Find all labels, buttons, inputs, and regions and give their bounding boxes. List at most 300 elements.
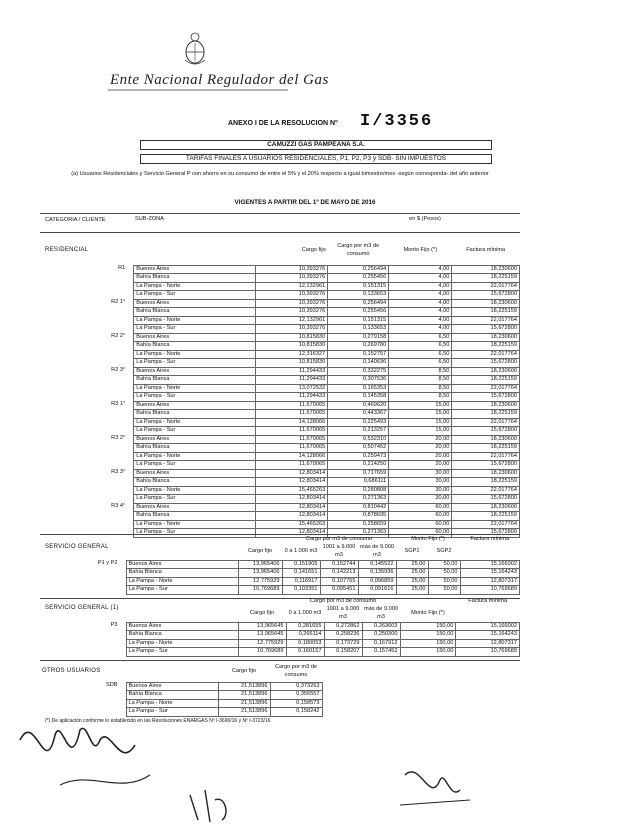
sg-range-1: 0 a 1.000 m3 [284, 548, 318, 554]
col-factura-minima: Factura mínima [466, 247, 506, 253]
value-cell: 0,307536 [328, 376, 389, 385]
value-cell: 0,096859 [358, 577, 396, 586]
sg3-range-1: 0 a 1.000 m3 [288, 610, 322, 616]
value-cell: 0,145522 [358, 560, 396, 569]
subzone-cell: Buenos Aires [134, 299, 256, 308]
company-name: CAMUZZI GAS PAMPEANA S.A. [140, 140, 492, 150]
value-cell: 13,965645 [238, 622, 286, 631]
subzone-cell: La Pampa - Norte [134, 316, 256, 325]
value-cell: 10,393276 [256, 265, 328, 274]
value-cell: 0,133653 [328, 291, 389, 300]
value-cell: 21,513896 [218, 699, 270, 708]
value-cell: 30,00 [389, 469, 452, 478]
otros-cargo-fijo-label: Cargo fijo [232, 668, 256, 674]
category-cell: R1 [118, 265, 126, 271]
subzone-cell: La Pampa - Sur [134, 495, 256, 504]
subzone-cell: La Pampa - Norte [126, 639, 238, 648]
value-cell: 14,128066 [256, 418, 328, 427]
value-cell: 13,965406 [238, 560, 282, 569]
value-cell: 6,50 [389, 359, 452, 368]
value-cell: 18,225159 [452, 478, 520, 487]
subzone-cell: La Pampa - Norte [134, 282, 256, 291]
value-cell: 60,00 [389, 529, 452, 538]
table-row [40, 560, 520, 569]
subzone-cell: Bahía Blanca [134, 444, 256, 453]
sg3-monto-fijo-label: Monto Fijo (*) [411, 610, 445, 616]
value-cell: 12,803414 [256, 469, 328, 478]
value-cell: 0,373263 [270, 682, 322, 691]
value-cell: 18,225159 [452, 410, 520, 419]
footnote: (*) De aplicación conforme lo establecido en las Resoluciones ENARGAS Nº I-3690/16 y Nº I-3723/16 [45, 718, 271, 724]
subzone-cell: Buenos Aires [134, 401, 256, 410]
value-cell: 20,00 [389, 452, 452, 461]
value-cell: 11,294433 [256, 393, 328, 402]
value-cell: 0,532310 [328, 435, 389, 444]
savings-note: (a) Usuarios Residenciales y Servicio General P con ahorro en su consumo de entre el 5% y el 20% respecto a igual bimestre/mes -según corresponda- del año anterior [71, 171, 489, 177]
value-cell: 0,095451 [320, 586, 358, 595]
sg-monto-fijo-label: Monto Fijo (*) [411, 536, 445, 543]
value-cell: 20,00 [389, 435, 452, 444]
value-cell: 0,180053 [286, 639, 324, 648]
value-cell: 18,230600 [452, 435, 520, 444]
value-cell: 10,815830 [256, 333, 328, 342]
value-cell: 0,810442 [328, 503, 389, 512]
value-cell: 0,258659 [328, 520, 389, 529]
value-cell: 8,50 [389, 393, 452, 402]
value-cell: 12,803414 [256, 529, 328, 538]
sg3-table [40, 598, 520, 657]
value-cell: 0,443367 [328, 410, 389, 419]
value-cell: 11,670065 [256, 401, 328, 410]
value-cell: 10,393276 [256, 299, 328, 308]
value-cell: 18,225159 [452, 342, 520, 351]
value-cell: 60,00 [389, 503, 452, 512]
effective-date: VIGENTES A PARTIR DEL 1º DE MAYO DE 2016 [234, 199, 376, 206]
value-cell: 15,166002 [456, 622, 520, 631]
subzone-cell: Bahía Blanca [126, 631, 238, 640]
value-cell: 0,469620 [328, 401, 389, 410]
value-cell: 0,271363 [328, 495, 389, 504]
category-cell: R3 3° [111, 469, 126, 475]
value-cell: 8,50 [389, 367, 452, 376]
value-cell: 21,513896 [218, 691, 270, 700]
value-cell: 15,672800 [452, 495, 520, 504]
value-cell: 11,670065 [256, 435, 328, 444]
subzone-cell: La Pampa - Norte [134, 350, 256, 359]
subzone-cell: La Pampa - Norte [126, 699, 218, 708]
value-cell: 0,225493 [328, 418, 389, 427]
value-cell: 0,507452 [328, 444, 389, 453]
value-cell: 22,017764 [452, 282, 520, 291]
table-row [40, 367, 520, 376]
value-cell: 4,00 [389, 274, 452, 283]
subzone-cell: La Pampa - Sur [134, 461, 256, 470]
annex-label: ANEXO I DE LA RESOLUCION Nº [228, 120, 338, 127]
value-cell: 0,686111 [328, 478, 389, 487]
ente-underline [108, 89, 288, 92]
value-cell: 6,50 [389, 342, 452, 351]
value-cell: 15,672800 [452, 325, 520, 334]
category-cell: P3 [110, 622, 118, 628]
value-cell: 12,803414 [256, 512, 328, 521]
value-cell: 10,815830 [256, 359, 328, 368]
value-cell: 10,393276 [256, 308, 328, 317]
table-row [40, 503, 520, 512]
value-cell: 4,00 [389, 308, 452, 317]
category-cell: R3 1° [111, 401, 126, 407]
sg-cargo-fijo-label: Cargo fijo [248, 548, 272, 554]
value-cell: 12,807317 [460, 577, 520, 586]
sg-factura-label: Factura mínima [470, 536, 510, 543]
subzone-cell: La Pampa - Sur [126, 586, 238, 595]
value-cell: 0,141651 [282, 569, 320, 578]
value-cell: 30,00 [389, 478, 452, 487]
value-cell: 0,151315 [328, 316, 389, 325]
value-cell: 150,00 [400, 639, 456, 648]
value-cell: 0,133653 [328, 325, 389, 334]
value-cell: 20,00 [389, 444, 452, 453]
subzone-cell: Buenos Aires [134, 469, 256, 478]
value-cell: 4,00 [389, 325, 452, 334]
value-cell: 0,279158 [328, 333, 389, 342]
category-cell: SDB [105, 682, 118, 688]
header-rule-bottom [40, 232, 520, 233]
value-cell: 18,230600 [452, 503, 520, 512]
value-cell: 18,225159 [452, 444, 520, 453]
value-cell: 6,50 [389, 350, 452, 359]
value-cell: 4,00 [389, 299, 452, 308]
subzone-cell: Buenos Aires [126, 682, 218, 691]
value-cell: 15,672800 [452, 359, 520, 368]
table-row [40, 469, 520, 478]
value-cell: 15,672800 [452, 393, 520, 402]
value-cell: 30,00 [389, 486, 452, 495]
category-label: CATEGORIA / CLIENTE [45, 217, 106, 223]
value-cell: 12,316327 [256, 350, 328, 359]
value-cell: 20,00 [389, 461, 452, 470]
value-cell: 0,158242 [270, 708, 322, 717]
value-cell: 50,00 [428, 560, 460, 569]
value-cell: 0,356557 [270, 691, 322, 700]
otros-rule [40, 660, 520, 661]
value-cell: 15,00 [389, 427, 452, 436]
category-cell: R2 3° [111, 367, 126, 373]
value-cell: 14,128066 [256, 452, 328, 461]
sg3-range-3: más de 9.000 m3 [364, 606, 398, 620]
value-cell: 0,140636 [328, 359, 389, 368]
value-cell: 0,258236 [324, 631, 362, 640]
value-cell: 0,158573 [270, 699, 322, 708]
value-cell: 21,513896 [218, 682, 270, 691]
value-cell: 0,332275 [328, 367, 389, 376]
sg3-cargo-m3-label: Cargo por m3 de consumo [309, 598, 377, 605]
value-cell: 60,00 [389, 512, 452, 521]
table-row [40, 435, 520, 444]
value-cell: 18,230600 [452, 469, 520, 478]
value-cell: 0,281655 [286, 622, 324, 631]
value-cell: 15,166002 [460, 560, 520, 569]
value-cell: 6,50 [389, 333, 452, 342]
subzone-cell: Buenos Aires [134, 503, 256, 512]
value-cell: 4,00 [389, 291, 452, 300]
value-cell: 11,670065 [256, 461, 328, 470]
value-cell: 10,769689 [456, 648, 520, 657]
value-cell: 0,269780 [328, 342, 389, 351]
value-cell: 11,294433 [256, 367, 328, 376]
value-cell: 0,255456 [328, 274, 389, 283]
value-cell: 18,225159 [452, 308, 520, 317]
subzone-cell: La Pampa - Norte [134, 418, 256, 427]
value-cell: 0,878695 [328, 512, 389, 521]
sg3-title: SERVICIO GENERAL (1) [45, 605, 119, 611]
value-cell: 25,00 [396, 586, 428, 595]
value-cell: 4,00 [389, 316, 452, 325]
subzone-cell: Buenos Aires [126, 560, 238, 569]
value-cell: 150,00 [400, 648, 456, 657]
value-cell: 18,225159 [452, 274, 520, 283]
value-cell: 0,255456 [328, 308, 389, 317]
value-cell: 0,256494 [328, 265, 389, 274]
value-cell: 12,132961 [256, 316, 328, 325]
value-cell: 0,167912 [362, 639, 400, 648]
value-cell: 0,256494 [328, 299, 389, 308]
category-cell: R3 4° [111, 503, 126, 509]
value-cell: 15,00 [389, 401, 452, 410]
value-cell: 22,017764 [452, 316, 520, 325]
value-cell: 0,213257 [328, 427, 389, 436]
otros-cargo-m3-label: Cargo por m3 de consumo [275, 664, 317, 678]
subzone-cell: La Pampa - Norte [134, 384, 256, 393]
category-cell: R3 2° [111, 435, 126, 441]
value-cell: 22,017764 [452, 418, 520, 427]
value-cell: 0,259473 [328, 452, 389, 461]
value-cell: 8,50 [389, 384, 452, 393]
residencial-title: RESIDENCIAL [45, 247, 89, 253]
value-cell: 18,225159 [452, 512, 520, 521]
value-cell: 15,672800 [452, 427, 520, 436]
subzone-cell: Bahía Blanca [134, 308, 256, 317]
sg3-cargo-fijo-label: Cargo fijo [250, 610, 274, 616]
table-row [40, 299, 520, 308]
sg-cargo-m3-label: Cargo por m3 de consumo [305, 536, 373, 543]
value-cell: 0,151905 [282, 560, 320, 569]
subzone-cell: Buenos Aires [134, 367, 256, 376]
sg-range-2: 1001 a 9.000 m3 [322, 544, 356, 558]
col-cargo-m3: Cargo por m3 de consumo [337, 243, 380, 257]
value-cell: 10,769689 [238, 648, 286, 657]
value-cell: 0,151315 [328, 282, 389, 291]
subzone-cell: Buenos Aires [134, 435, 256, 444]
coat-of-arms-icon [180, 30, 210, 68]
value-cell: 0,280808 [328, 486, 389, 495]
subzone-label: SUB-ZONA [135, 216, 164, 222]
value-cell: 11,670065 [256, 427, 328, 436]
value-cell: 15,672800 [452, 529, 520, 538]
value-cell: 22,017764 [452, 350, 520, 359]
value-cell: 0,263603 [362, 622, 400, 631]
value-cell: 15,164243 [456, 631, 520, 640]
value-cell: 15,00 [389, 410, 452, 419]
subzone-cell: Bahía Blanca [134, 342, 256, 351]
value-cell: 18,230600 [452, 299, 520, 308]
subzone-cell: La Pampa - Norte [134, 452, 256, 461]
sg-range-3: más de 9.000 m3 [360, 544, 394, 558]
value-cell: 15,164243 [460, 569, 520, 578]
value-cell: 0,135936 [358, 569, 396, 578]
subzone-cell: La Pampa - Sur [134, 427, 256, 436]
col-monto-fijo: Monto Fijo (*) [403, 247, 438, 253]
value-cell: 13,072532 [256, 384, 328, 393]
header-rule-top [40, 213, 520, 214]
value-cell: 18,230600 [452, 401, 520, 410]
value-cell: 22,017764 [452, 384, 520, 393]
tariff-title: TARIFAS FINALES A USUARIOS RESIDENCIALES, P1, P2, P3 y SDB- SIN IMPUESTOS [140, 154, 492, 164]
value-cell: 25,00 [396, 577, 428, 586]
value-cell: 15,672800 [452, 461, 520, 470]
value-cell: 22,017764 [452, 486, 520, 495]
value-cell: 10,393276 [256, 325, 328, 334]
subzone-cell: Bahía Blanca [134, 478, 256, 487]
value-cell: 0,142213 [320, 569, 358, 578]
value-cell: 4,00 [389, 282, 452, 291]
currency-label: en $ (Pesos) [409, 216, 441, 222]
residencial-table [40, 237, 520, 538]
sg-body [40, 560, 520, 594]
value-cell: 0,250300 [362, 631, 400, 640]
value-cell: 0,152757 [328, 350, 389, 359]
value-cell: 10,393276 [256, 274, 328, 283]
value-cell: 22,017764 [452, 452, 520, 461]
value-cell: 12,807317 [456, 639, 520, 648]
subzone-cell: Buenos Aires [134, 265, 256, 274]
sg-title: SERVICIO GENERAL [45, 544, 109, 550]
sg-sgp1: SGP1 [404, 548, 420, 554]
value-cell: 0,103351 [282, 586, 320, 595]
subzone-cell: La Pampa - Sur [134, 359, 256, 368]
sg-table [40, 536, 520, 595]
value-cell: 0,158207 [324, 648, 362, 657]
category-cell: R2 1° [111, 299, 126, 305]
value-cell: 0,091616 [358, 586, 396, 595]
subzone-cell: La Pampa - Sur [134, 529, 256, 538]
value-cell: 12,803414 [256, 478, 328, 487]
value-cell: 0,717659 [328, 469, 389, 478]
subzone-cell: Bahía Blanca [134, 274, 256, 283]
agency-name: Ente Nacional Regulador del Gas [110, 72, 329, 88]
value-cell: 25,00 [396, 560, 428, 569]
subzone-cell: La Pampa - Norte [126, 577, 238, 586]
value-cell: 0,160157 [286, 648, 324, 657]
value-cell: 10,769689 [460, 586, 520, 595]
value-cell: 60,00 [389, 520, 452, 529]
value-cell: 11,294433 [256, 376, 328, 385]
value-cell: 0,165353 [328, 384, 389, 393]
subzone-cell: Bahía Blanca [134, 376, 256, 385]
subzone-cell: La Pampa - Norte [134, 486, 256, 495]
value-cell: 8,50 [389, 376, 452, 385]
table-row [40, 333, 520, 342]
table-row [40, 265, 520, 274]
value-cell: 22,017764 [452, 520, 520, 529]
sg-rule [40, 534, 520, 535]
subzone-cell: La Pampa - Sur [126, 708, 218, 717]
subzone-cell: Bahía Blanca [126, 691, 218, 700]
value-cell: 10,769689 [238, 586, 282, 595]
value-cell: 50,00 [428, 577, 460, 586]
value-cell: 150,00 [400, 631, 456, 640]
subzone-cell: La Pampa - Sur [134, 291, 256, 300]
subzone-cell: Bahía Blanca [126, 569, 238, 578]
resolution-number: I/3356 [360, 112, 434, 131]
residencial-body [40, 265, 520, 537]
otros-title: OTROS USUARIOS [42, 668, 101, 675]
value-cell: 12,775929 [238, 577, 282, 586]
value-cell: 0,116917 [282, 577, 320, 586]
subzone-cell: La Pampa - Sur [126, 648, 238, 657]
value-cell: 4,00 [389, 265, 452, 274]
table-row [40, 682, 322, 691]
value-cell: 12,803414 [256, 495, 328, 504]
sg3-body [40, 622, 520, 656]
value-cell: 0,173729 [324, 639, 362, 648]
subzone-cell: Bahía Blanca [134, 410, 256, 419]
value-cell: 12,132961 [256, 282, 328, 291]
value-cell: 0,152744 [320, 560, 358, 569]
sg3-range-2: 1001 a 9.000 m3 [326, 606, 360, 620]
residencial-header-row [40, 237, 520, 265]
value-cell: 12,803414 [256, 503, 328, 512]
value-cell: 0,145358 [328, 393, 389, 402]
handwritten-signatures [0, 700, 635, 825]
value-cell: 25,00 [396, 569, 428, 578]
subzone-cell: La Pampa - Sur [134, 325, 256, 334]
sg3-factura-label: Factura mínima [468, 598, 508, 605]
value-cell: 0,266114 [286, 631, 324, 640]
value-cell: 10,393276 [256, 291, 328, 300]
subzone-cell: La Pampa - Norte [134, 520, 256, 529]
value-cell: 0,107765 [320, 577, 358, 586]
value-cell: 21,513896 [218, 708, 270, 717]
category-cell: R2 2° [111, 333, 126, 339]
value-cell: 0,272862 [324, 622, 362, 631]
value-cell: 11,670065 [256, 444, 328, 453]
value-cell: 15,465263 [256, 520, 328, 529]
value-cell: 13,965406 [238, 569, 282, 578]
subzone-cell: Bahía Blanca [134, 512, 256, 521]
value-cell: 0,214250 [328, 461, 389, 470]
value-cell: 0,157452 [362, 648, 400, 657]
sg-sgp2: SGP2 [436, 548, 452, 554]
value-cell: 0,271363 [328, 529, 389, 538]
value-cell: 11,670065 [256, 410, 328, 419]
value-cell: 18,230600 [452, 367, 520, 376]
value-cell: 18,230600 [452, 265, 520, 274]
value-cell: 18,225159 [452, 376, 520, 385]
value-cell: 30,00 [389, 495, 452, 504]
subzone-cell: La Pampa - Sur [134, 393, 256, 402]
subzone-cell: Buenos Aires [134, 333, 256, 342]
table-row [40, 401, 520, 410]
table-row [40, 622, 520, 631]
value-cell: 13,965645 [238, 631, 286, 640]
value-cell: 50,00 [428, 586, 460, 595]
subzone-cell: Buenos Aires [126, 622, 238, 631]
value-cell: 12,775929 [238, 639, 286, 648]
value-cell: 150,00 [400, 622, 456, 631]
value-cell: 15,465263 [256, 486, 328, 495]
category-cell: P1 y P2 [97, 560, 118, 566]
value-cell: 50,00 [428, 569, 460, 578]
